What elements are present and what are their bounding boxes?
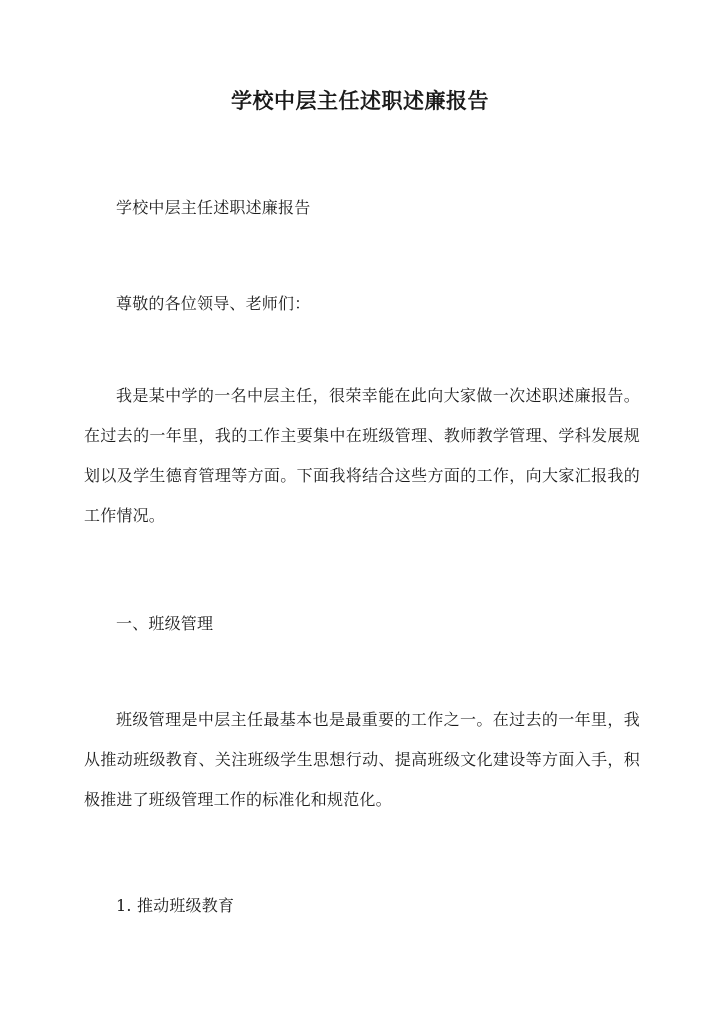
subsection-heading-class-education: 1. 推动班级教育 [116,896,235,915]
document-title: 学校中层主任述职述廉报告 [231,88,489,113]
salutation: 尊敬的各位领导、老师们： [116,294,311,313]
section-heading-class-management: 一、班级管理 [116,614,214,633]
intro-paragraph: 我是某中学的一名中层主任，很荣幸能在此向大家做一次述职述廉报告。在过去的一年里，我的工作主要集中在班级管理、教师教学管理、学科发展规划以及学生德育管理等方面。下面我将结合这些方面的工作，向大家汇报我的工作情况。 [84,386,640,525]
class-management-paragraph: 班级管理是中层主任最基本也是最重要的工作之一。在过去的一年里，我从推动班级教育、关注班级学生思想行动、提高班级文化建设等方面入手，积极推进了班级管理工作的标准化和规范化。 [84,710,640,809]
document-subtitle: 学校中层主任述职述廉报告 [116,198,311,217]
